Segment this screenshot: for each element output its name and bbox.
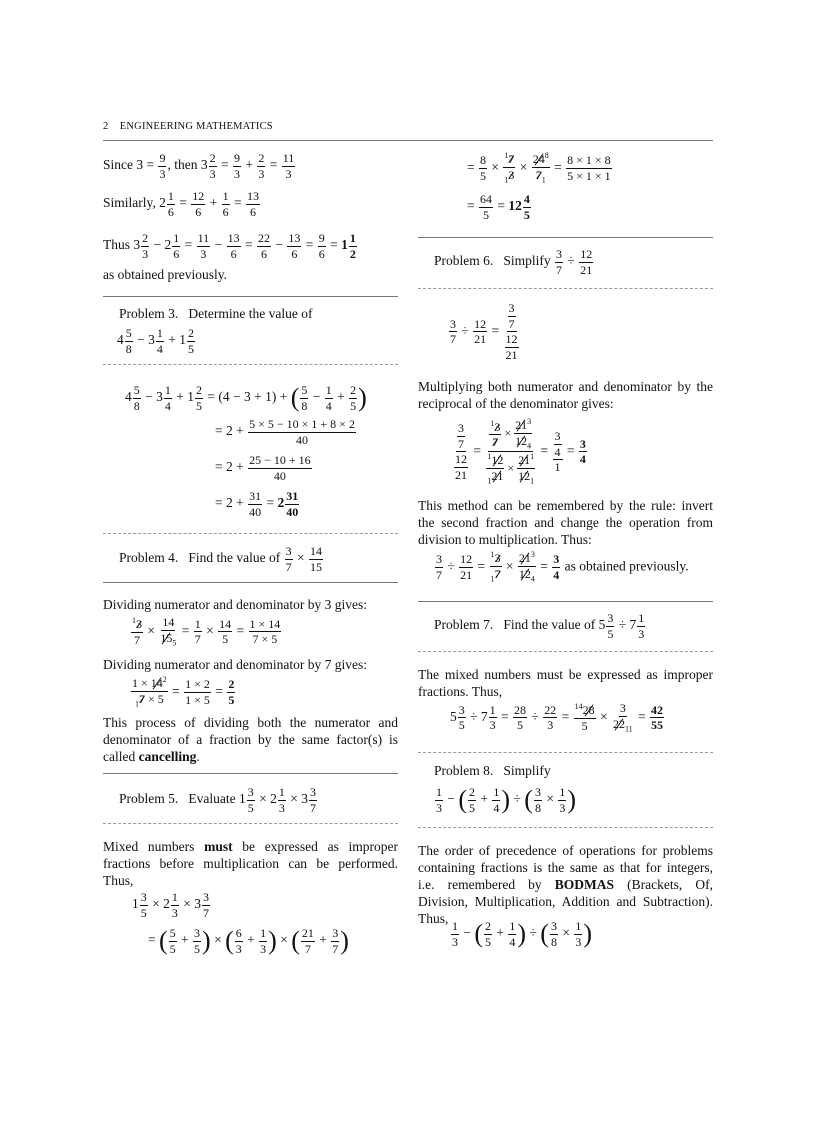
problem5-top-rule xyxy=(103,773,398,774)
thus-line: Thus 3 $\frac{2}{3}$ − 2 $\frac{1}{6}$ = $\frac{11}{3}$ − $\frac{13}{6}$ = $\frac{22}{6}$ − $\frac{13}{6}$ = $\frac{9}{6}$ = 1 $\frac{1}{2}$ xyxy=(103,231,356,261)
dividing7-text: Dividing numerator and denominator by 7 gives: xyxy=(103,657,367,672)
problem5-step3: = $\frac{8}{5}$ × $\frac{^17}{_13}$ × $\frac{24^8}{7_1}$ = $\frac{8 \times 1 \times 8}{5 \times 1 \times 1}$ xyxy=(467,151,611,184)
problem3-expression: 4 $\frac{5}{8}$ − 3 $\frac{1}{4}$ + 1 $\frac{2}{5}$ xyxy=(117,326,194,356)
problem6-complex-fraction: $\frac{3}{7}$ ÷ $\frac{12}{21}$ = $\frac{\frac{3}{7}}{\frac{12}{21}}$ xyxy=(450,301,518,362)
similarly-line: Similarly, 2 $\frac{1}{6}$ = $\frac{12}{6}$ + $\frac{1}{6}$ = $\frac{13}{6}$ xyxy=(103,189,259,219)
problem3-top-rule xyxy=(103,296,398,297)
problem7-solution: 5 $\frac{3}{5}$ ÷ 7 $\frac{1}{3}$ = $\frac{28}{5}$ ÷ $\frac{22}{3}$ = $\frac{^{14}28}{5}$ × $\frac{3}{22_{11}}$ = $\frac{42}{55}$ xyxy=(450,701,664,733)
problem7-bottom-rule xyxy=(418,651,713,652)
mixed-improper-paragraph: The mixed numbers must be expressed as improper fractions. Thus, xyxy=(418,667,713,699)
running-header xyxy=(103,121,713,132)
order-paragraph: The order of precedence of operations for problems containing fractions is the same as that for integers, i.e. remembered by BODMAS (Brackets, Of, Division, Multiplication, Addition and Subtraction). Thus, xyxy=(418,843,713,926)
problem3-step3: = 2 + $\frac{25 - 10 + 16}{40}$ xyxy=(215,453,311,483)
header-rule xyxy=(103,140,713,141)
problem3-step4: = 2 + $\frac{31}{40}$ = 2 $\frac{31}{40}$ xyxy=(215,489,299,519)
problem6-reciprocal: $\frac{\frac{3}{7}}{\frac{12}{21}}$ = $\frac{^13}{7}$ × $\frac{21^3}{12_4}$ $\frac{^112}{_121}$ × $\frac{21^1}{12_1}$ = $\frac{\frac{3}{4}}{1}$ = $\frac{3}{4}$ xyxy=(455,417,586,486)
dividing3-expression: $\frac{^13}{7}$ × $\frac{14}{15_5}$ = $\frac{1}{7}$ × $\frac{14}{5}$ = $\frac{1 \times 14}{7 \times 5}$ xyxy=(132,615,281,647)
rule-paragraph: This method can be remembered by the rule: invert the second fraction and change the operation from division to multiplication. Thus: xyxy=(418,498,713,547)
problem8-expression: $\frac{1}{3}$ − ( $\frac{2}{5}$ + $\frac{1}{4}$ ) ÷ ( $\frac{3}{8}$ × $\frac{1}{3}$ ) xyxy=(436,785,576,815)
problem5-step4: = $\frac{64}{5}$ = 12 $\frac{4}{5}$ xyxy=(467,192,530,222)
problem8-heading: Problem 8. Simplify xyxy=(434,763,551,778)
mixed-must-paragraph: Mixed numbers must be expressed as improper fractions before multiplication can be performed. Thus, xyxy=(103,839,398,888)
problem3-step1: 4 $\frac{5}{8}$ − 3 $\frac{1}{4}$ + 1 $\frac{2}{5}$ = (4 − 3 + 1) + ( $\frac{5}{8}$ − $\frac{1}{4}$ + $\frac{2}{5}$ ) xyxy=(125,383,367,413)
problem8-top-rule xyxy=(418,752,713,753)
problem5-step1: 1 $\frac{3}{5}$ × 2 $\frac{1}{3}$ × 3 $\frac{3}{7}$ xyxy=(132,890,209,920)
problem7-top-rule xyxy=(418,601,713,602)
problem5-bottom-rule xyxy=(103,823,398,824)
multiplying-paragraph: Multiplying both numerator and denominator by the reciprocal of the denominator gives: xyxy=(418,379,713,411)
dividing7-expression: $\frac{1 \times 14^2}{_17 \times 5}$ = $\frac{1 \times 2}{1 \times 5}$ = $\frac{2}{5}$ xyxy=(132,675,235,708)
problem6-heading: Problem 6. Simplify $\frac{3}{7}$ ÷ $\frac{12}{21}$ xyxy=(434,247,593,277)
book-title: ENGINEERING MATHEMATICS xyxy=(119,121,273,132)
problem3-bottom-rule xyxy=(103,364,398,365)
problem5-heading: Problem 5. Evaluate 1 $\frac{3}{5}$ × 2 $\frac{1}{3}$ × 3 $\frac{3}{7}$ xyxy=(119,785,316,815)
problem6-rule-expression: $\frac{3}{7}$ ÷ $\frac{12}{21}$ = $\frac{^13}{_17}$ × $\frac{21^3}{12_4}$ = $\frac{3}{4}$ as obtained previously. xyxy=(436,550,689,583)
problem6-bottom-rule xyxy=(418,288,713,289)
page-number: 2 xyxy=(103,121,109,132)
dividing3-text: Dividing numerator and denominator by 3 gives: xyxy=(103,597,367,612)
since-line: Since 3 = $\frac{9}{3}$ , then 3 $\frac{2}{3}$ = $\frac{9}{3}$ + $\frac{2}{3}$ = $\frac{11}{3}$ xyxy=(103,151,295,181)
process-paragraph: This process of dividing both the numerator and denominator of a fraction by the same factor(s) is called cancelling. xyxy=(103,715,398,764)
problem4-heading: Problem 4. Find the value of $\frac{3}{7}$ × $\frac{14}{15}$ xyxy=(119,544,322,574)
problem7-heading: Problem 7. Find the value of 5 $\frac{3}{5}$ ÷ 7 $\frac{1}{3}$ xyxy=(434,611,645,641)
problem3-heading: Problem 3. Determine the value of xyxy=(119,306,313,321)
problem5-step2: = ( $\frac{5}{5}$ + $\frac{3}{5}$ ) × ( $\frac{6}{3}$ + $\frac{1}{3}$ ) × ( $\frac{21}{7}$ + $\frac{3}{7}$ ) xyxy=(148,926,349,956)
problem4-bottom-rule xyxy=(103,582,398,583)
problem6-top-rule xyxy=(418,237,713,238)
problem8-solution-start: $\frac{1}{3}$ − ( $\frac{2}{5}$ + $\frac{1}{4}$ ) ÷ ( $\frac{3}{8}$ × $\frac{1}{3}$ ) xyxy=(452,919,592,949)
problem8-bottom-rule xyxy=(418,827,713,828)
as-obtained-left: as obtained previously. xyxy=(103,267,227,282)
problem3-step2: = 2 + $\frac{5 \times 5 - 10 \times 1 + 8 \times 2}{40}$ xyxy=(215,417,355,447)
problem4-top-rule xyxy=(103,533,398,534)
